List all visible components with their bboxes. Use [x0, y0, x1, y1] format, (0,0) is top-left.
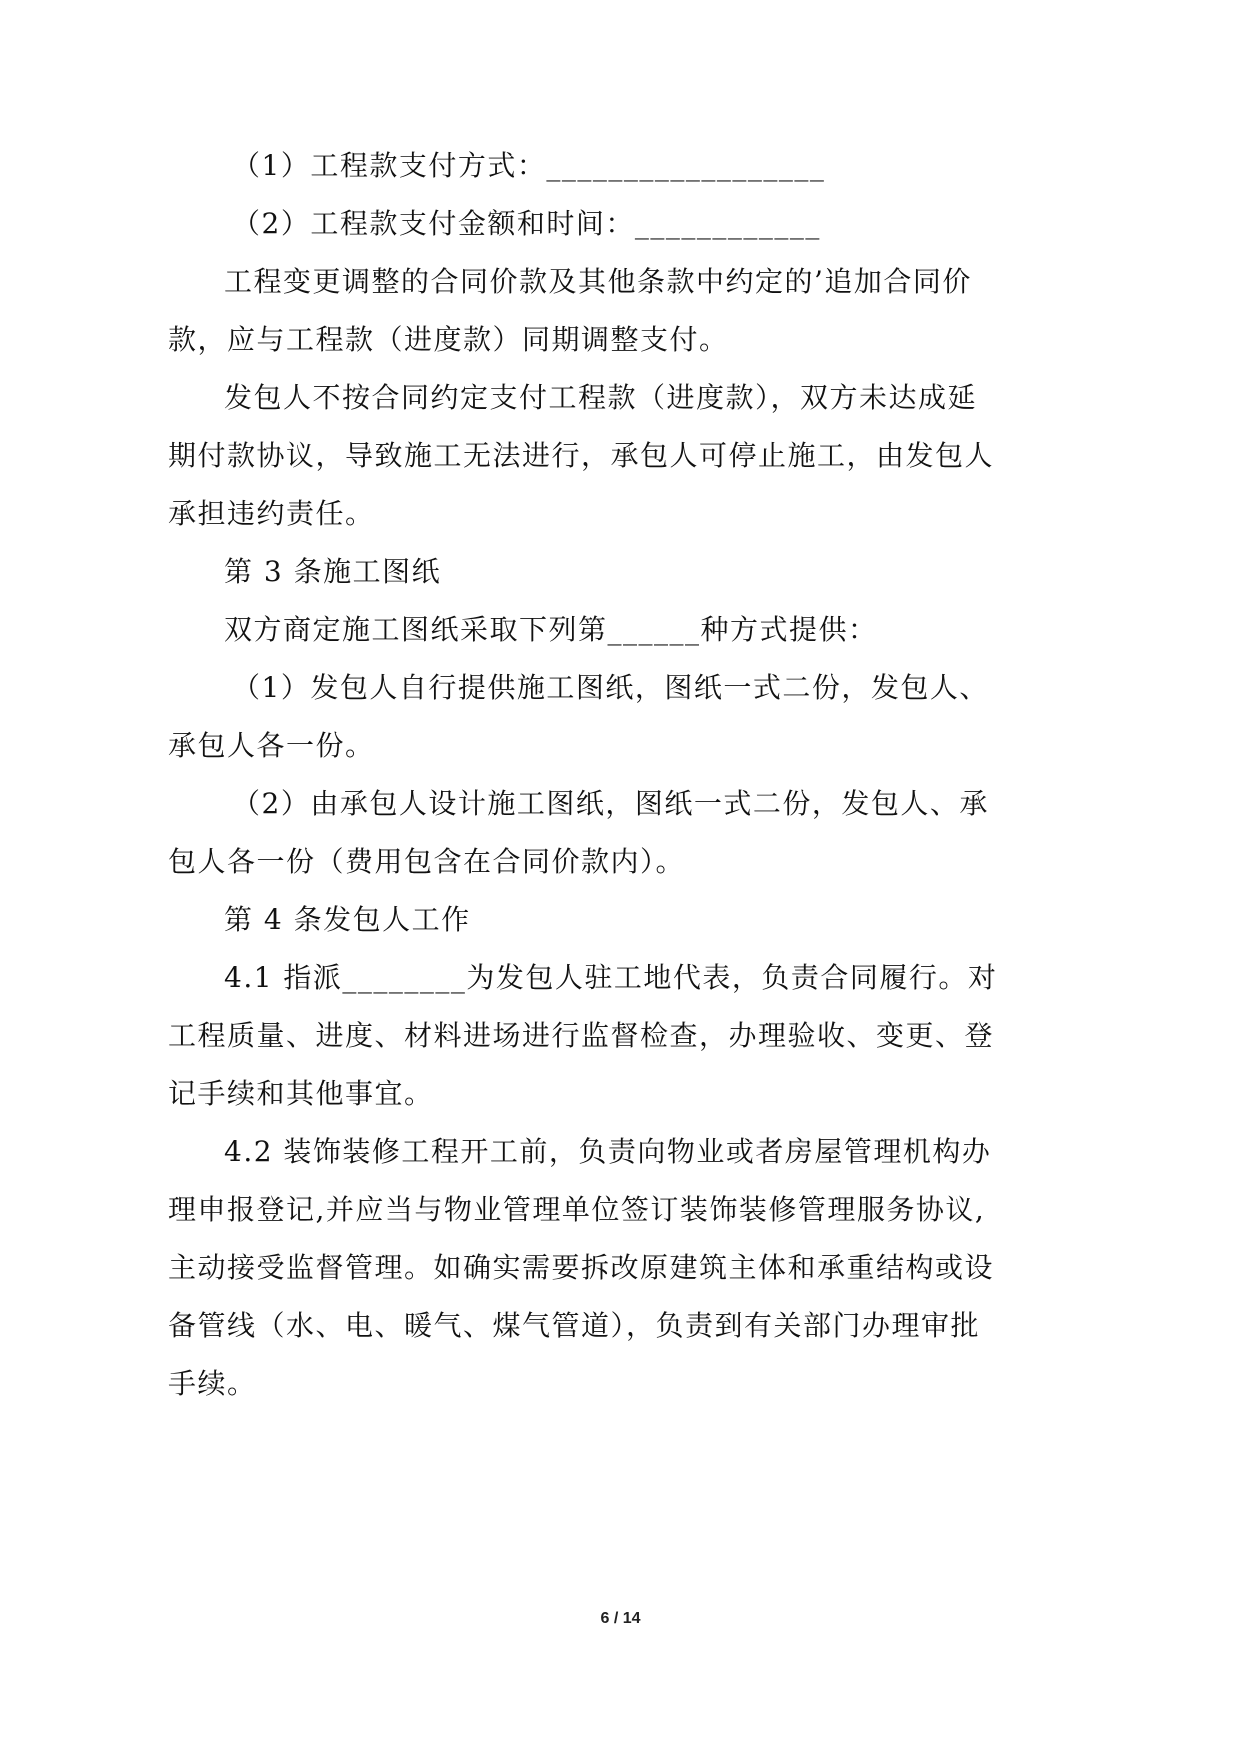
text-line: （1）发包人自行提供施工图纸，图纸一式二份，发包人、 [232, 671, 989, 704]
section-heading: 第 3 条施工图纸 [224, 555, 442, 588]
text-line: 款，应与工程款（进度款）同期调整支付。 [168, 323, 729, 356]
text-line: （2）由承包人设计施工图纸，图纸一式二份，发包人、承 [232, 787, 989, 820]
text-line: 备管线（水、电、暖气、煤气管道），负责到有关部门办理审批 [168, 1309, 981, 1342]
text-line: 承包人各一份。 [168, 729, 375, 762]
text-line: 工程质量、进度、材料进场进行监督检查，办理验收、变更、登 [168, 1019, 995, 1052]
text-line: 期付款协议，导致施工无法进行，承包人可停止施工，由发包人 [168, 439, 995, 472]
page-number: 6 / 14 [600, 1610, 641, 1627]
section-heading: 第 4 条发包人工作 [224, 903, 471, 936]
text-line: 主动接受监督管理。如确实需要拆改原建筑主体和承重结构或设 [168, 1251, 995, 1284]
text-line: 包人各一份（费用包含在合同价款内）。 [168, 845, 686, 878]
text-line: （1）工程款支付方式：__________________ [232, 149, 826, 182]
text-line: 双方商定施工图纸采取下列第______种方式提供： [224, 613, 878, 646]
text-line: 发包人不按合同约定支付工程款（进度款），双方未达成延 [224, 381, 978, 414]
text-line: 理申报登记,并应当与物业管理单位签订装饰装修管理服务协议, [168, 1193, 986, 1226]
text-line: （2）工程款支付金额和时间：____________ [232, 207, 821, 240]
text-line: 工程变更调整的合同价款及其他条款中约定的’追加合同价 [224, 265, 972, 298]
text-line: 手续。 [168, 1367, 257, 1400]
text-line: 4.1 指派________为发包人驻工地代表，负责合同履行。对 [224, 961, 998, 994]
text-line: 4.2 装饰装修工程开工前，负责向物业或者房屋管理机构办 [224, 1135, 992, 1168]
text-line: 记手续和其他事宜。 [168, 1077, 434, 1110]
text-line: 承担违约责任。 [168, 497, 375, 530]
